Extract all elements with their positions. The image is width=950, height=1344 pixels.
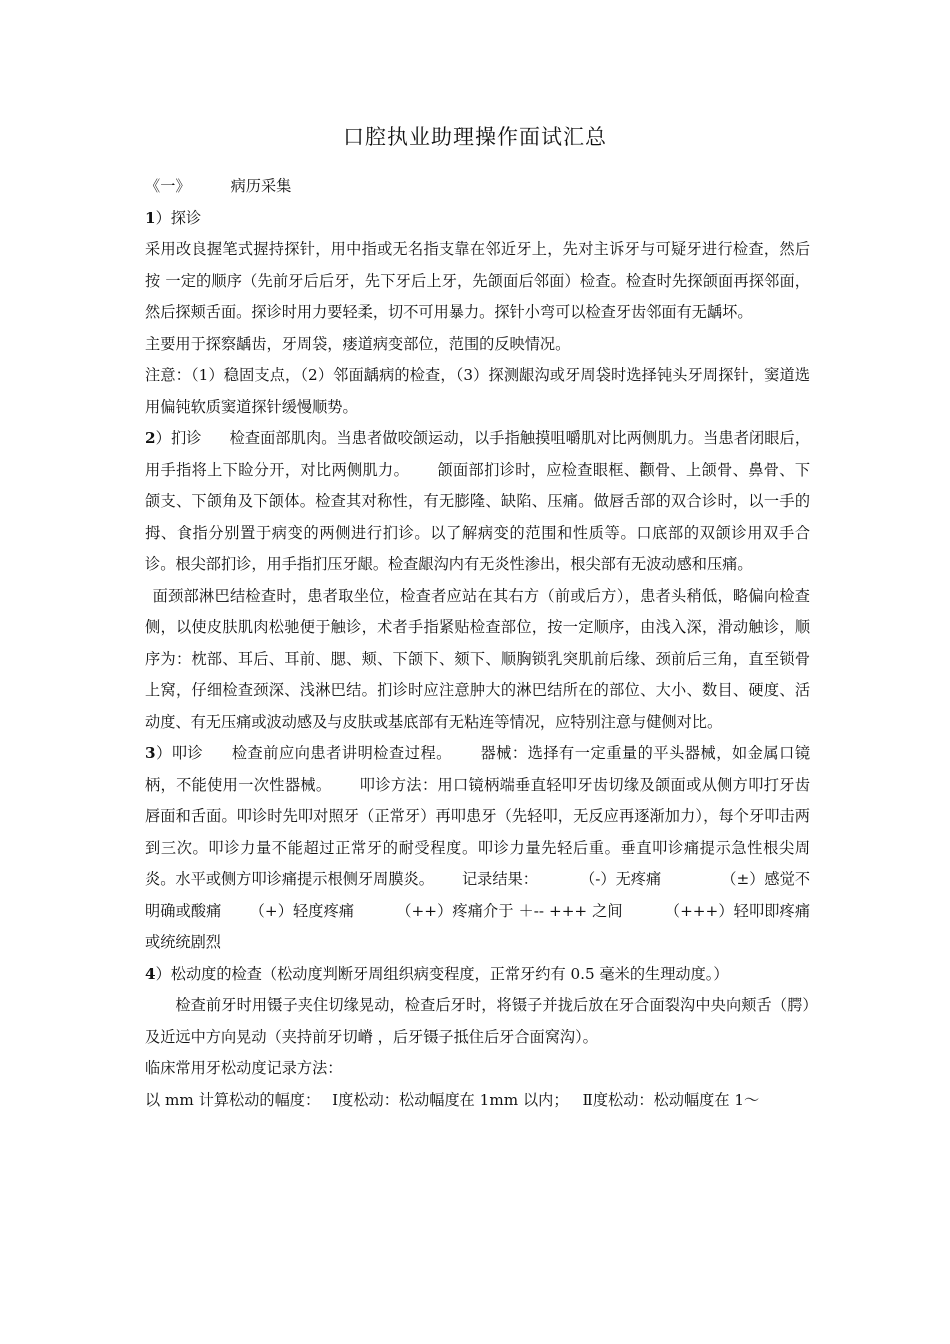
paragraph-text: 记录结果： (461, 870, 538, 888)
paragraph-text: 颌面部扪诊时，应检查眼框、颧骨、上颌骨、鼻骨、下颌支、下颌角及下颌体。检查其对称性，有无膨隆、缺陷、压痛。做唇舌部的双合诊时，以一手的拇、食指分别置于病变的两侧进行扪诊。以了解病变的范围和性质等。口底部的双颌诊用双手合诊。根尖部扪诊，用手指扪压牙龈。检查龈沟内有无炎性渗出，根尖部有无波动感和压痛。 (145, 460, 811, 573)
mobility-grade-2: Ⅱ度松动：松动幅度在 1～ (582, 1090, 760, 1109)
paragraph: 面颈部淋巴结检查时，患者取坐位，检查者应站在其右方（前或后方），患者头稍低，略偏向检查侧，以使皮肤肌肉松驰便于触诊，术者手指紧贴检查部位，按一定顺序，由浅入深，滑动触诊，顺序为：枕部、耳后、耳前、腮、颊、下颌下、颏下、顺胸锁乳突肌前后缘、颈前后三角，直至锁骨上窝，仔细检查颈深、浅淋巴结。扪诊时应注意肿大的淋巴结所在的部位、大小、数目、硬度、活动度、有无压痛或波动感及与皮肤或基底部有无粘连等情况，应特别注意与健侧对比。 (145, 586, 810, 731)
subsection-title: ）叩诊 (155, 744, 204, 762)
result-no-pain: （-）无疼痛 (580, 870, 662, 888)
paragraph-text: 检查前应向患者讲明检查过程。 (231, 744, 452, 762)
subsection-number: 2 (145, 429, 156, 447)
section-title: 病历采集 (230, 177, 292, 195)
subsection-mobility (145, 959, 810, 991)
subsection-title: ）松动度的检查（松动度判断牙周组织病变程度，正常牙约有 0.5 毫米的生理动度。） (155, 964, 729, 983)
subsection-title: ）探诊 (155, 208, 202, 227)
paragraph: 临床常用牙松动度记录方法： (145, 1059, 343, 1077)
paragraph-text: 器械：选择有一定重量的平头器械，如金属口镜柄，不能使用一次性器械。 (145, 744, 811, 794)
subsection-palpation (145, 423, 810, 581)
subsection-title: ）扪诊 (155, 429, 202, 447)
subsection-number: 4 (145, 964, 156, 983)
paragraph-text: 检查面部肌肉。当患者做咬颌运动，以手指触摸咀嚼肌对比两侧肌力。当患者闭眼后，用手指将上下睑分开，对比两侧肌力。 (145, 429, 811, 479)
result-doubtful: （±）感觉不明确或酸痛 (145, 870, 811, 920)
paragraph: 检查前牙时用镊子夹住切缘晃动，检查后牙时，将镊子并拢后放在牙合面裂沟中央向颊舌（腭）及近远中方向晃动（夹持前牙切嵴 ，后牙镊子抵住后牙合面窝沟）。 (145, 996, 810, 1046)
subsection-heading-probing (145, 203, 810, 235)
section-heading (145, 171, 810, 203)
document-title: 口腔执业助理操作面试汇总 (343, 125, 607, 149)
subsection-number: 3 (145, 744, 156, 762)
subsection-percussion (145, 738, 810, 959)
result-moderate: （++）疼痛介于 ＋-- +++ 之间 (396, 901, 623, 920)
section-number: 《一》 (145, 177, 191, 195)
paragraph: 注意：（1）稳固支点，（2）邻面龋病的检查，（3）探测龈沟或牙周袋时选择钝头牙周探针，窦道选用偏钝软质窦道探针缓慢顺势。 (145, 366, 810, 416)
document-body (145, 171, 810, 1116)
paragraph-text: 叩诊方法：用口镜柄端垂直轻叩牙齿切缘及颌面或从侧方叩打牙齿唇面和舌面。叩诊时先叩对照牙（正常牙）再叩患牙（先轻叩，无反应再逐渐加力），每个牙叩击两到三次。叩诊力量不能超过正常牙的耐受程度。叩诊力量先轻后重。垂直叩诊痛提示急性根尖周炎。水平或侧方叩诊痛提示根侧牙周膜炎。 (145, 775, 811, 888)
paragraph (145, 1085, 810, 1117)
mobility-grade-1: Ⅰ度松动：松动幅度在 1mm 以内； (332, 1090, 569, 1109)
subsection-number: 1 (145, 208, 156, 227)
paragraph: 主要用于探察龋齿，牙周袋，瘘道病变部位，范围的反映情况。 (145, 334, 571, 353)
result-mild: （+）轻度疼痛 (249, 901, 355, 920)
paragraph-text: 以 mm 计算松动的幅度： (145, 1090, 321, 1109)
result-severe: （+++）轻叩即疼痛或统统剧烈 (145, 901, 811, 951)
paragraph: 采用改良握笔式握持探针，用中指或无名指支靠在邻近牙上，先对主诉牙与可疑牙进行检查，然后按 一定的顺序（先前牙后后牙，先下牙后上牙，先颌面后邻面）检查。检查时先探颌面再探邻面，然后探颊舌面。探诊时用力要轻柔，切不可用暴力。探针小弯可以检查牙齿邻面有无龋坏。 (145, 240, 810, 321)
